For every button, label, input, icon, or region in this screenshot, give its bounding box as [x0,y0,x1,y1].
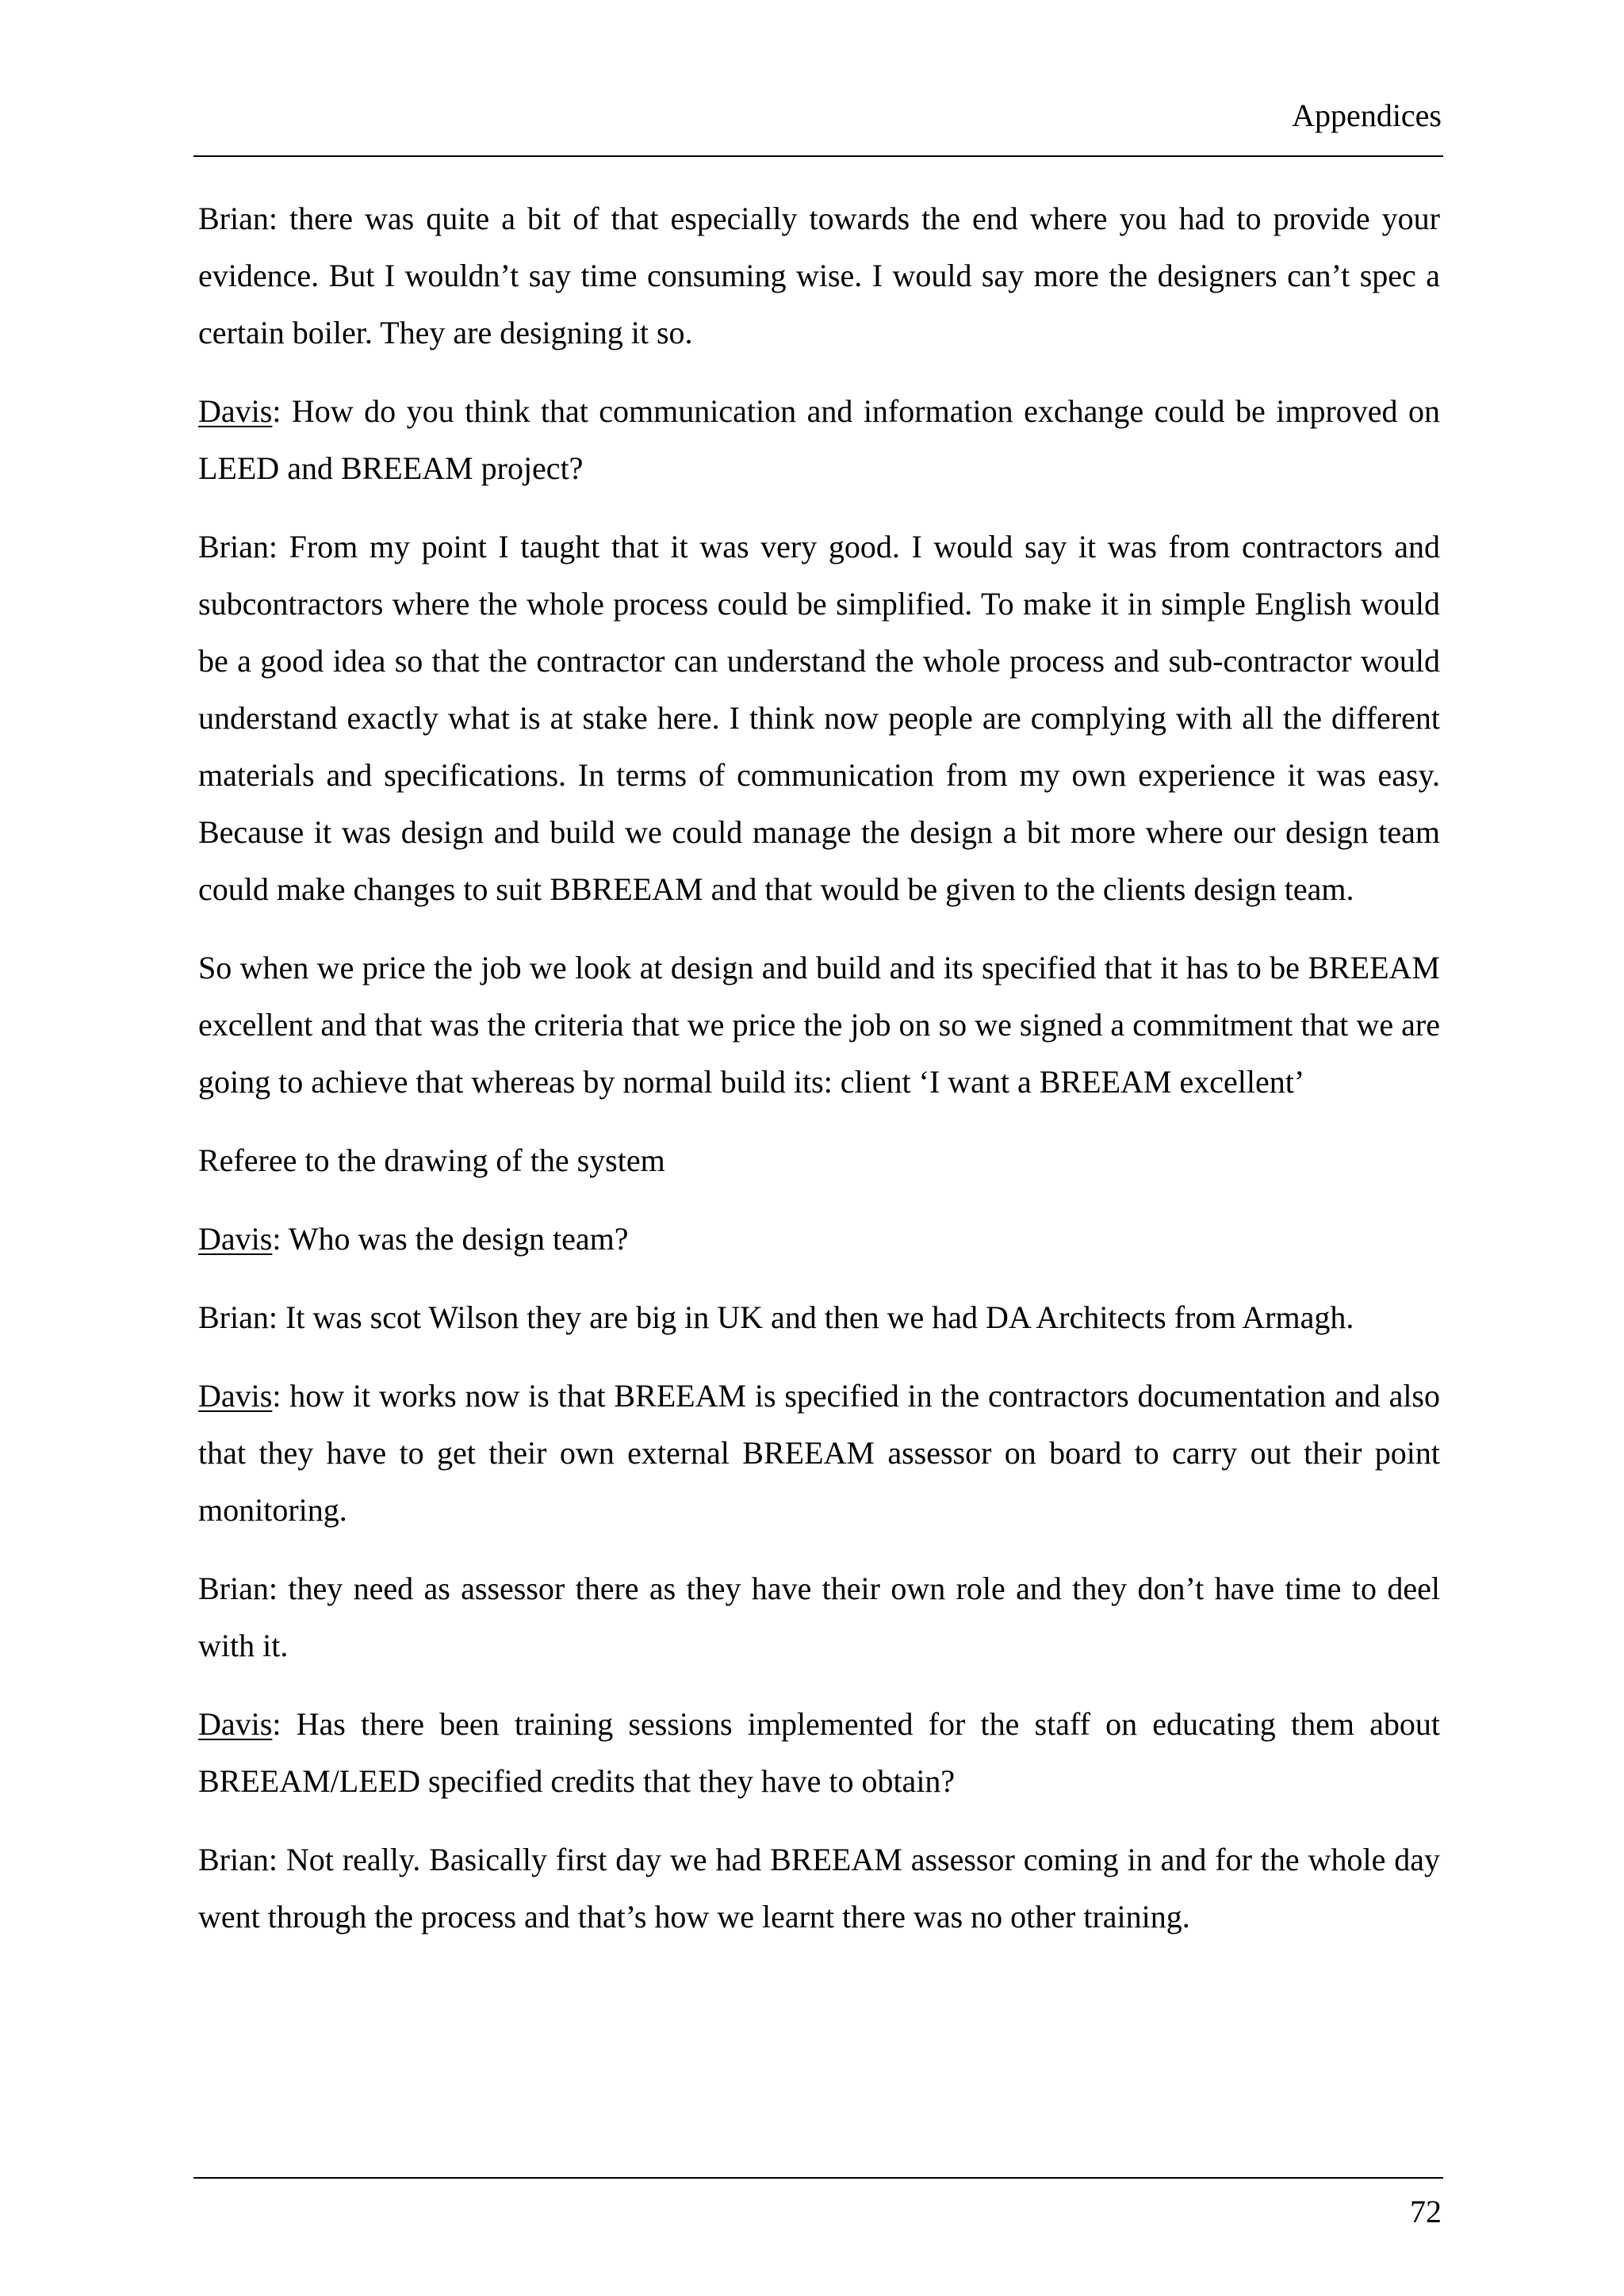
paragraph-text: : Not really. Basically first day we had BREEAM assessor coming in and for the whole day went through the process and that’s how we learnt there was no other training. [198,1842,1440,1934]
interview-transcript [198,190,1440,1967]
transcript-paragraph [198,1211,1440,1268]
transcript-paragraph [198,1132,1440,1189]
transcript-paragraph [198,190,1440,362]
transcript-paragraph [198,939,1440,1111]
paragraph-text: : From my point I taught that it was very good. I would say it was from contractors and subcontractors where the whole process could be simplified. To make it in simple English would be a good idea so that the contractor can understand the whole process and sub-contractor would understand exactly what is at stake here. I think now people are complying with all the different materials and specifications. In terms of communication from my own experience it was easy. Because it was design and build we could manage the design a bit more where our design team could make changes to suit BBREEAM and that would be given to the clients design team. [198,529,1440,907]
speaker-name: Brian [198,201,269,236]
footer-rule [193,2177,1443,2179]
speaker-name: Davis [198,1378,273,1414]
speaker-name: Davis [198,393,273,429]
transcript-paragraph [198,1368,1440,1539]
transcript-paragraph [198,1289,1440,1346]
paragraph-text: So when we price the job we look at design and build and its specified that it has to be BREEAM excellent and that was the criteria that we price the job on so we signed a commitment that we are going to achieve that whereas by normal build its: client ‘I want a BREEAM excellent’ [198,950,1440,1100]
transcript-paragraph [198,1831,1440,1946]
paragraph-text: : It was scot Wilson they are big in UK and then we had DA Architects from Armagh. [268,1299,1354,1335]
page-number: 72 [1410,2194,1442,2229]
transcript-paragraph [198,1696,1440,1810]
paragraph-text: : there was quite a bit of that especially towards the end where you had to provide your evidence. But I wouldn’t say time consuming wise. I would say more the designers can’t spec a certain boiler. They are designing it so. [198,201,1440,350]
speaker-name: Brian [198,529,269,564]
paragraph-text: Referee to the drawing of the system [198,1142,665,1178]
paragraph-text: : how it works now is that BREEAM is specified in the contractors documentation and also that they have to get their own external BREEAM assessor on board to carry out their point monitoring. [198,1378,1440,1528]
paragraph-text: : they need as assessor there as they have their own role and they don’t have time to deel with it. [198,1571,1440,1663]
speaker-name: Brian [198,1842,269,1877]
speaker-name: Brian [198,1299,269,1335]
header-rule [193,155,1443,157]
paragraph-text: : Has there been training sessions implemented for the staff on educating them about BREEAM/LEED specified credits that they have to obtain? [198,1706,1440,1799]
transcript-paragraph [198,1560,1440,1674]
running-header: Appendices [1292,98,1442,133]
speaker-name: Brian [198,1571,269,1606]
speaker-name: Davis [198,1706,273,1742]
transcript-paragraph [198,383,1440,497]
speaker-name: Davis [198,1221,273,1257]
paragraph-text: : Who was the design team? [272,1221,629,1257]
transcript-paragraph [198,519,1440,918]
paragraph-text: : How do you think that communication and information exchange could be improved on LEED and BREEAM project? [198,393,1440,486]
